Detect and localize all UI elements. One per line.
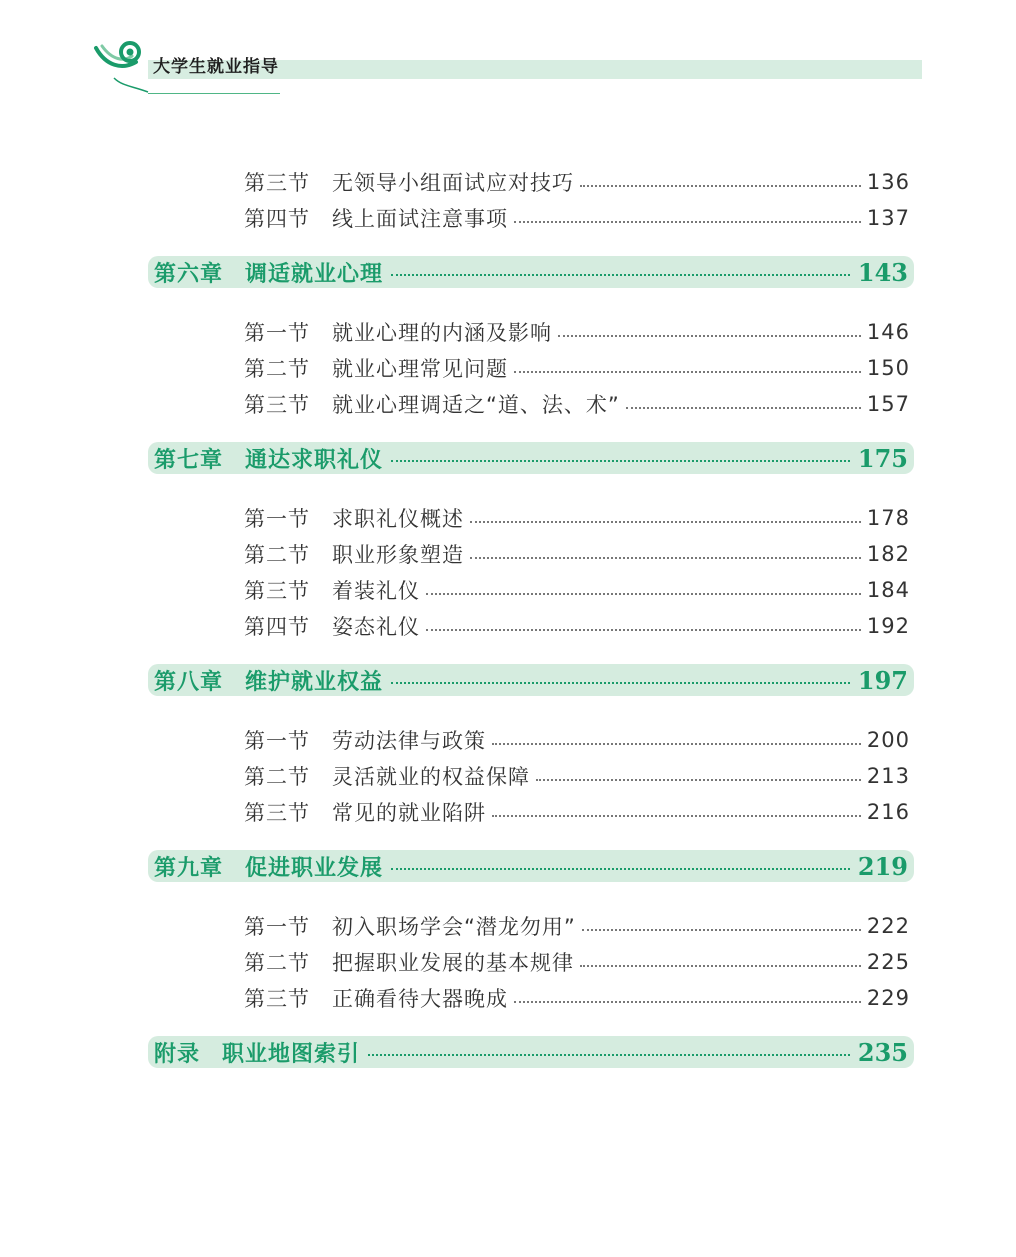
section-number: 第三节	[244, 171, 310, 195]
page-number: 143	[857, 257, 908, 287]
page-number: 219	[857, 851, 908, 881]
section-title: 灵活就业的权益保障	[332, 765, 530, 789]
dot-leader	[391, 274, 850, 276]
chapter-entry[interactable]	[148, 442, 914, 474]
section-entry[interactable]	[244, 760, 910, 792]
section-entry[interactable]	[244, 724, 910, 756]
page-number: 146	[866, 320, 910, 344]
section-entry[interactable]	[244, 352, 910, 384]
page-number: 175	[857, 443, 908, 473]
section-entry[interactable]	[244, 166, 910, 198]
section-entry[interactable]	[244, 538, 910, 570]
dot-leader	[391, 868, 850, 870]
header-underline	[148, 93, 280, 94]
chapter-title: 促进职业发展	[245, 854, 384, 881]
page-number: 182	[866, 542, 910, 566]
section-number: 第一节	[244, 507, 310, 531]
dot-leader	[426, 593, 861, 595]
chapter-number: 第九章	[154, 854, 224, 881]
page-number: 235	[857, 1037, 908, 1067]
section-entry[interactable]	[244, 796, 910, 828]
dot-leader	[558, 335, 861, 337]
section-entry[interactable]	[244, 574, 910, 606]
dot-leader	[514, 221, 861, 223]
dot-leader	[391, 460, 850, 462]
dot-leader	[582, 929, 861, 931]
chapter-number: 第七章	[154, 446, 224, 473]
dot-leader	[514, 1001, 861, 1003]
section-number: 第二节	[244, 951, 310, 975]
section-title: 就业心理调适之“道、法、术”	[332, 393, 620, 417]
section-entry[interactable]	[244, 316, 910, 348]
dot-leader	[514, 371, 861, 373]
section-entry[interactable]	[244, 910, 910, 942]
chapter-entry[interactable]	[148, 664, 914, 696]
section-number: 第一节	[244, 321, 310, 345]
page-number: 137	[866, 206, 910, 230]
section-entry[interactable]	[244, 982, 910, 1014]
dot-leader	[536, 779, 861, 781]
chapter-title: 维护就业权益	[245, 668, 384, 695]
chapter-number: 第六章	[154, 260, 224, 287]
chapter-entry[interactable]	[148, 256, 914, 288]
chapter-title: 调适就业心理	[245, 260, 384, 287]
section-entry[interactable]	[244, 202, 910, 234]
section-number: 第一节	[244, 729, 310, 753]
dot-leader	[580, 185, 861, 187]
dot-leader	[391, 682, 850, 684]
section-title: 求职礼仪概述	[332, 507, 464, 531]
page-number: 150	[866, 356, 910, 380]
chapter-entry[interactable]	[148, 850, 914, 882]
page-number: 192	[866, 614, 910, 638]
section-title: 常见的就业陷阱	[332, 801, 486, 825]
book-title: 大学生就业指导	[153, 57, 279, 77]
page-number: 197	[857, 665, 908, 695]
section-number: 第三节	[244, 801, 310, 825]
page-number: 200	[866, 728, 910, 752]
chapter-entry[interactable]	[148, 1036, 914, 1068]
section-title: 姿态礼仪	[332, 615, 420, 639]
dot-leader	[470, 521, 861, 523]
page-number: 216	[866, 800, 910, 824]
section-title: 无领导小组面试应对技巧	[332, 171, 574, 195]
dot-leader	[368, 1054, 850, 1056]
section-entry[interactable]	[244, 388, 910, 420]
chapter-title: 职业地图索引	[222, 1040, 361, 1067]
chapter-number: 第八章	[154, 668, 224, 695]
section-title: 正确看待大器晚成	[332, 987, 508, 1011]
section-title: 把握职业发展的基本规律	[332, 951, 574, 975]
section-title: 就业心理常见问题	[332, 357, 508, 381]
chapter-number: 附录	[154, 1040, 201, 1067]
section-entry[interactable]	[244, 502, 910, 534]
dot-leader	[626, 407, 861, 409]
dot-leader	[470, 557, 861, 559]
page-number: 225	[866, 950, 910, 974]
section-number: 第三节	[244, 393, 310, 417]
section-title: 着装礼仪	[332, 579, 420, 603]
page-number: 157	[866, 392, 910, 416]
section-title: 初入职场学会“潜龙勿用”	[332, 915, 576, 939]
section-number: 第二节	[244, 765, 310, 789]
section-title: 职业形象塑造	[332, 543, 464, 567]
page-header	[0, 0, 1016, 110]
swirl-logo-icon	[92, 36, 152, 96]
section-entry[interactable]	[244, 946, 910, 978]
page-number: 213	[866, 764, 910, 788]
section-entry[interactable]	[244, 610, 910, 642]
section-number: 第二节	[244, 543, 310, 567]
chapter-title: 通达求职礼仪	[245, 446, 384, 473]
dot-leader	[492, 743, 861, 745]
dot-leader	[492, 815, 861, 817]
page-number: 184	[866, 578, 910, 602]
section-number: 第二节	[244, 357, 310, 381]
section-title: 线上面试注意事项	[332, 207, 508, 231]
dot-leader	[426, 629, 861, 631]
section-number: 第一节	[244, 915, 310, 939]
section-number: 第三节	[244, 987, 310, 1011]
page-number: 229	[866, 986, 910, 1010]
dot-leader	[580, 965, 861, 967]
page-number: 222	[866, 914, 910, 938]
section-title: 就业心理的内涵及影响	[332, 321, 552, 345]
section-title: 劳动法律与政策	[332, 729, 486, 753]
section-number: 第四节	[244, 615, 310, 639]
section-number: 第四节	[244, 207, 310, 231]
page-number: 136	[866, 170, 910, 194]
page-number: 178	[866, 506, 910, 530]
section-number: 第三节	[244, 579, 310, 603]
